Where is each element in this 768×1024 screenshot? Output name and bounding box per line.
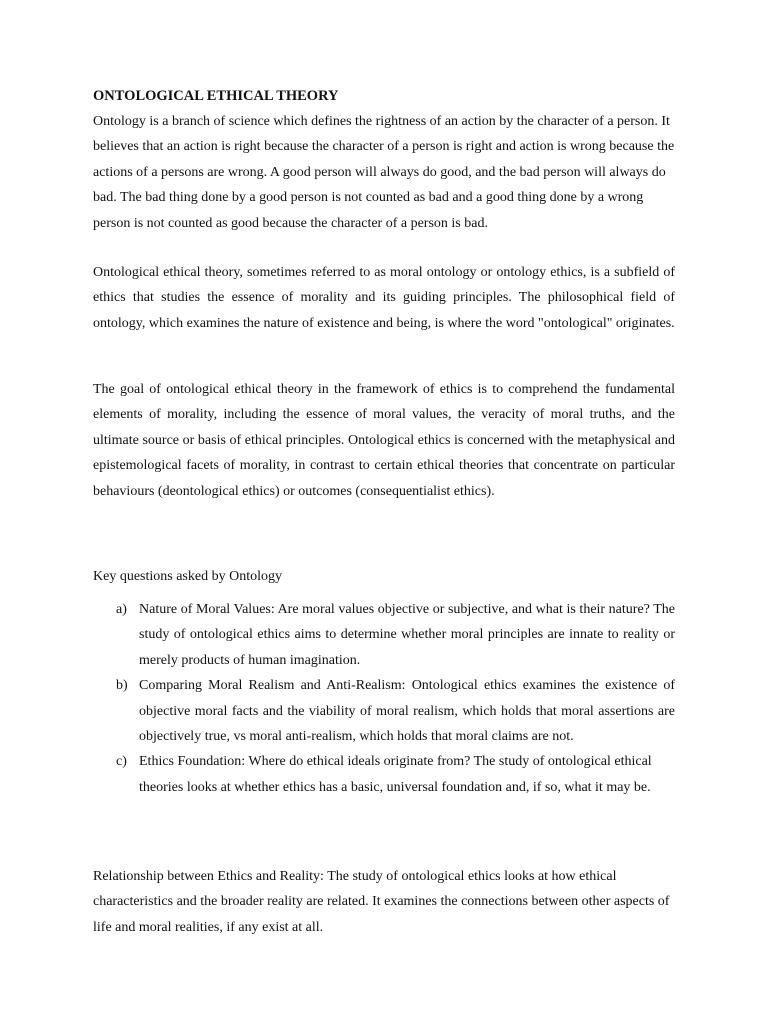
list-item-text: Ethics Foundation: Where do ethical ideals originate from? The study of ontological ethical theories looks at whether ethics has a basic, universal foundation and, if so, what it may be.	[139, 754, 652, 795]
list-marker: b)	[116, 678, 128, 694]
questions-heading: Key questions asked by Ontology	[93, 569, 282, 584]
key-questions-list	[93, 597, 675, 800]
list-item	[93, 673, 675, 749]
list-item	[93, 597, 675, 673]
definition-paragraph: Ontological ethical theory, sometimes referred to as moral ontology or ontology ethics, is a subfield of ethics that studies the essence of morality and its guiding principles. The philosophical field of ontology, which examines the nature of existence and being, is where the word "ontological" originates.	[93, 265, 675, 331]
list-marker: a)	[116, 602, 127, 617]
relationship-paragraph: Relationship between Ethics and Reality: The study of ontological ethics looks at how ethical characteristics and the broader reality are related. It examines the connections between other aspects of life and moral realities, if any exist at all.	[93, 869, 670, 935]
list-item-text: Nature of Moral Values: Are moral values objective or subjective, and what is their nature? The study of ontological ethics aims to determine whether moral principles are innate to reality or merely products of human imagination.	[139, 602, 675, 668]
list-item	[93, 749, 675, 800]
document-title: ONTOLOGICAL ETHICAL THEORY	[93, 88, 339, 104]
goal-paragraph: The goal of ontological ethical theory in the framework of ethics is to comprehend the fundamental elements of morality, including the essence of moral values, the veracity of moral truths, and the ultimate source or basis of ethical principles. Ontological ethics is concerned with the metaphysical and epistemological facets of morality, in contrast to certain ethical theories that concentrate on particular behaviours (deontological ethics) or outcomes (consequentialist ethics).	[93, 382, 675, 499]
list-item-text: Comparing Moral Realism and Anti-Realism: Ontological ethics examines the existence of objective moral facts and the viability of moral realism, which holds that moral assertions are objectively true, vs moral anti-realism, which holds that moral claims are not.	[139, 678, 675, 745]
list-marker: c)	[116, 754, 127, 770]
intro-paragraph: Ontology is a branch of science which defines the rightness of an action by the character of a person. It believes that an action is right because the character of a person is right and action is wrong because the actions of a persons are wrong. A good person will always do good, and the bad person will always do bad. The bad thing done by a good person is not counted as bad and a good thing done by a wrong person is not counted as good because the character of a person is bad.	[93, 114, 675, 231]
